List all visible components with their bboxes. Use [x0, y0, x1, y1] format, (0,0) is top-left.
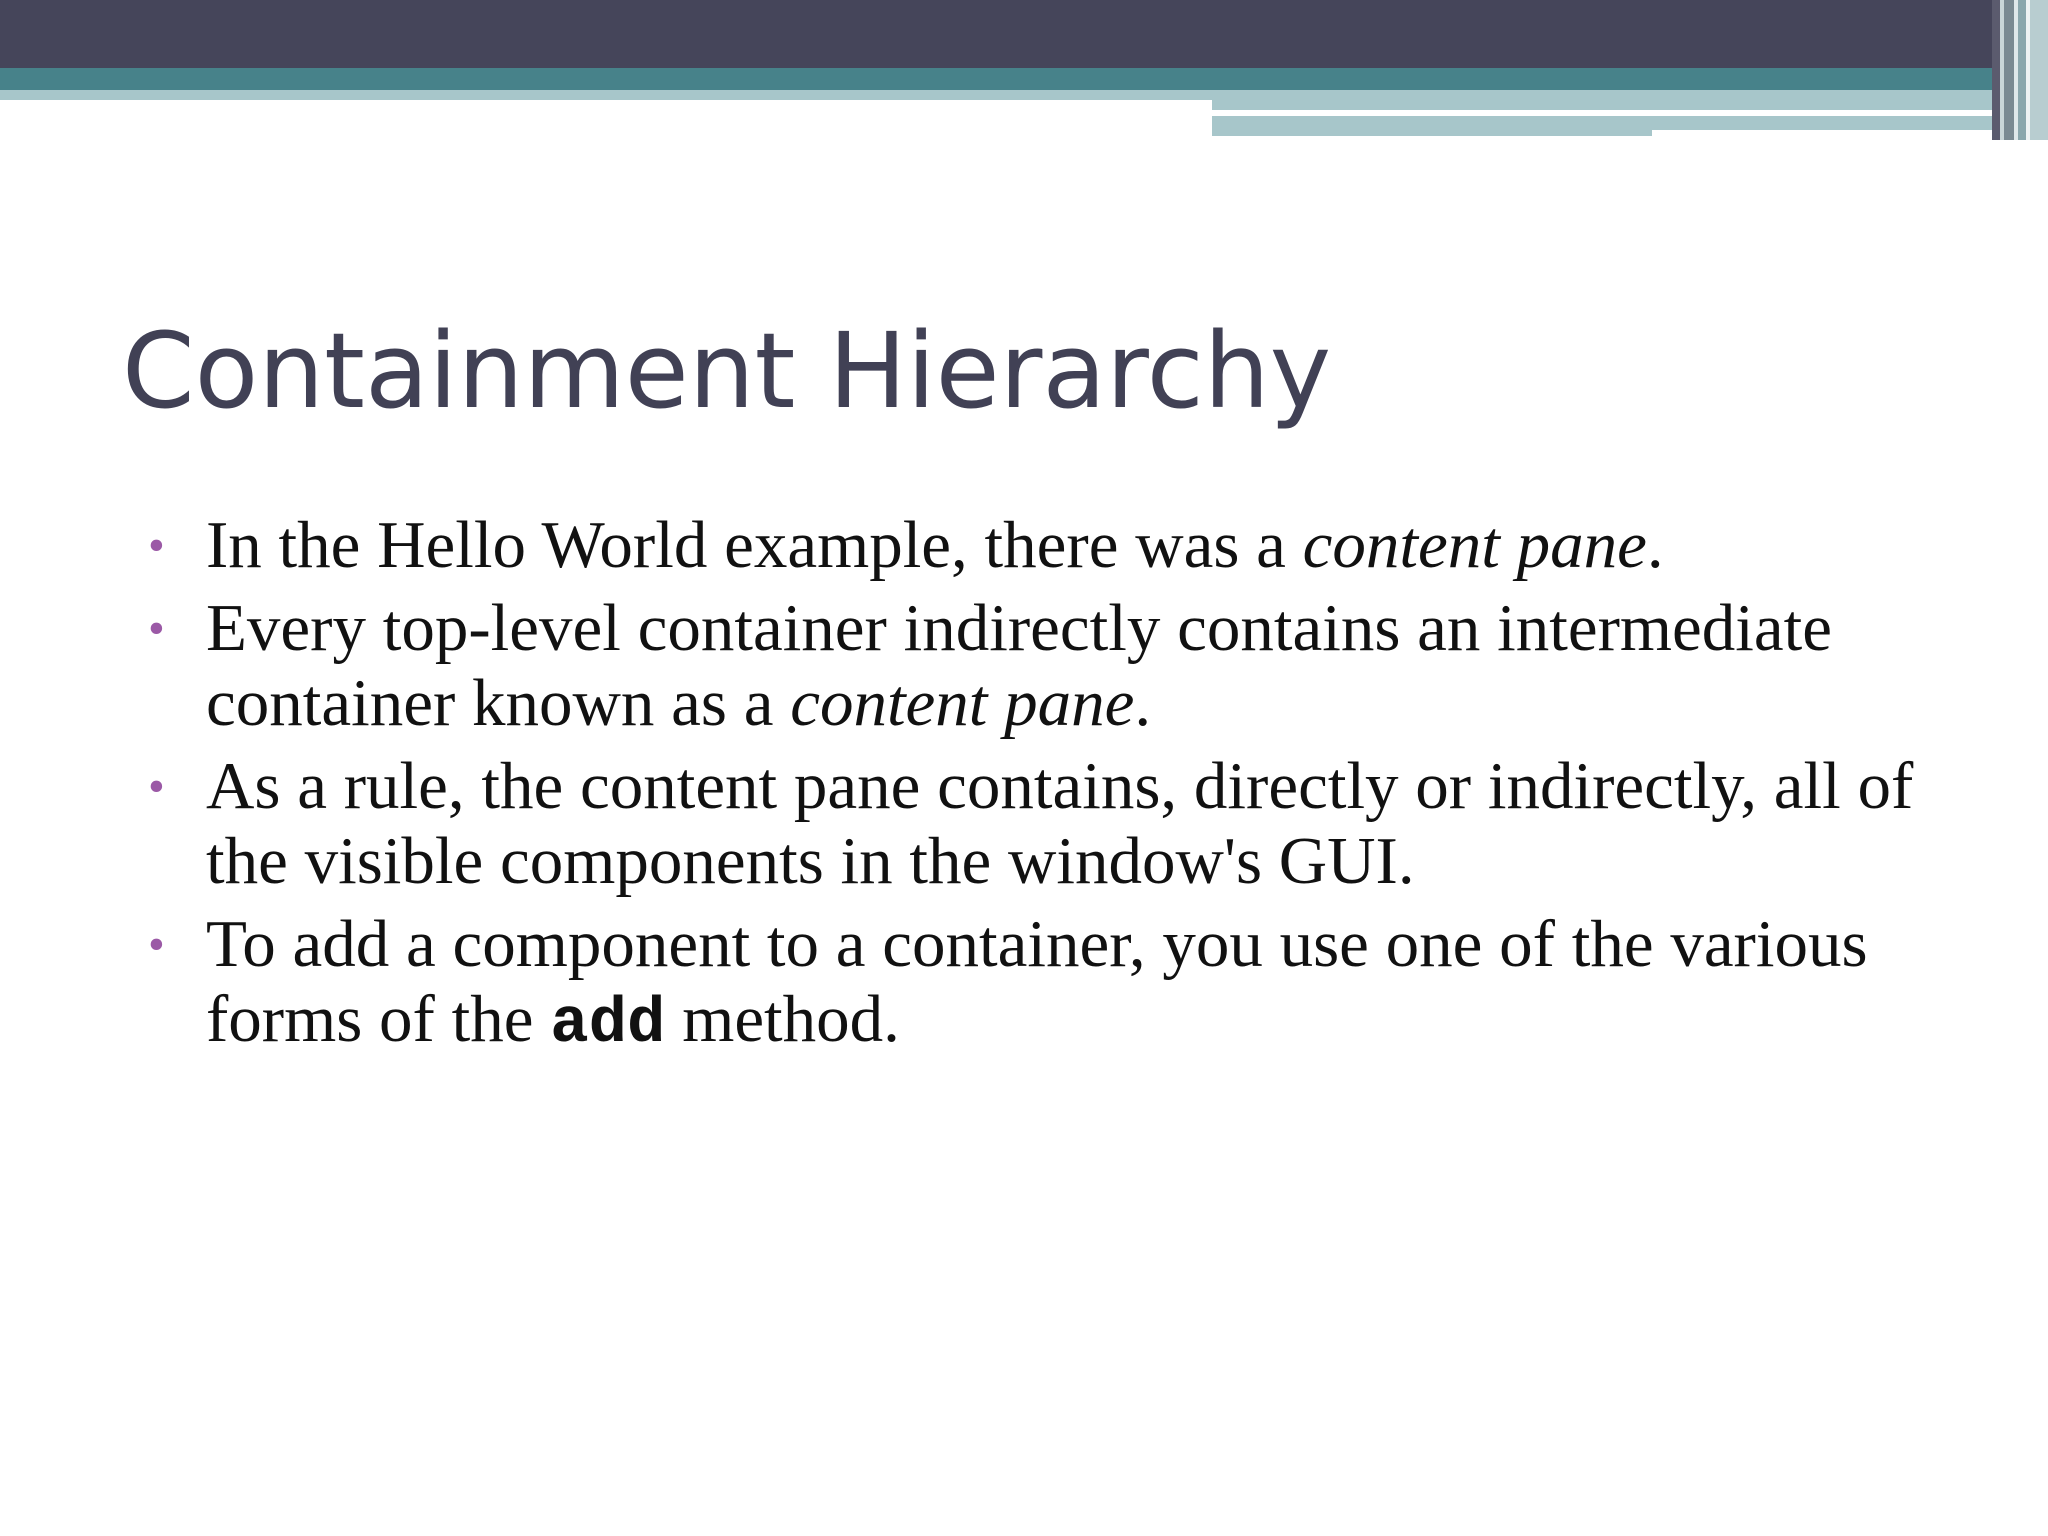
- bullet-text-end: .: [1646, 508, 1664, 582]
- bullet-list: [140, 508, 1920, 1071]
- banner-light-block-right: [1212, 90, 2048, 110]
- bullet-dot-icon: •: [148, 760, 165, 813]
- bullet-dot-icon: •: [148, 918, 165, 971]
- stripe: [2004, 0, 2014, 140]
- bullet-text: Every top-level container indirectly contains an intermediate container known as a: [206, 591, 1832, 740]
- banner-dark-band: [0, 0, 2048, 68]
- banner-teal-band: [0, 68, 2048, 90]
- bullet-text-end: method.: [665, 982, 900, 1056]
- stripe: [1992, 0, 2000, 140]
- bullet-emphasis: content pane: [1302, 508, 1647, 582]
- banner-lower-white-line: [1652, 130, 2048, 136]
- bullet-text-end: .: [1134, 666, 1152, 740]
- bullet-text: In the Hello World example, there was a: [206, 508, 1303, 582]
- bullet-text: As a rule, the content pane contains, directly or indirectly, all of the visible components in the window's GUI.: [206, 749, 1914, 898]
- bullet-item: [140, 907, 1920, 1063]
- bullet-dot-icon: •: [148, 519, 165, 572]
- bullet-item: [140, 591, 1920, 741]
- banner-vertical-stripes: [1992, 0, 2048, 140]
- stripe: [2030, 0, 2048, 140]
- bullet-emphasis: content pane: [790, 666, 1135, 740]
- bullet-code: add: [550, 989, 666, 1061]
- banner-light-band-left: [0, 90, 1212, 100]
- bullet-text: To add a component to a container, you use one of the various forms of the: [206, 907, 1868, 1056]
- bullet-dot-icon: •: [148, 602, 165, 655]
- slide-title: Containment Hierarchy: [122, 310, 1332, 432]
- bullet-item: [140, 508, 1920, 583]
- stripe: [2018, 0, 2026, 140]
- bullet-item: [140, 749, 1920, 899]
